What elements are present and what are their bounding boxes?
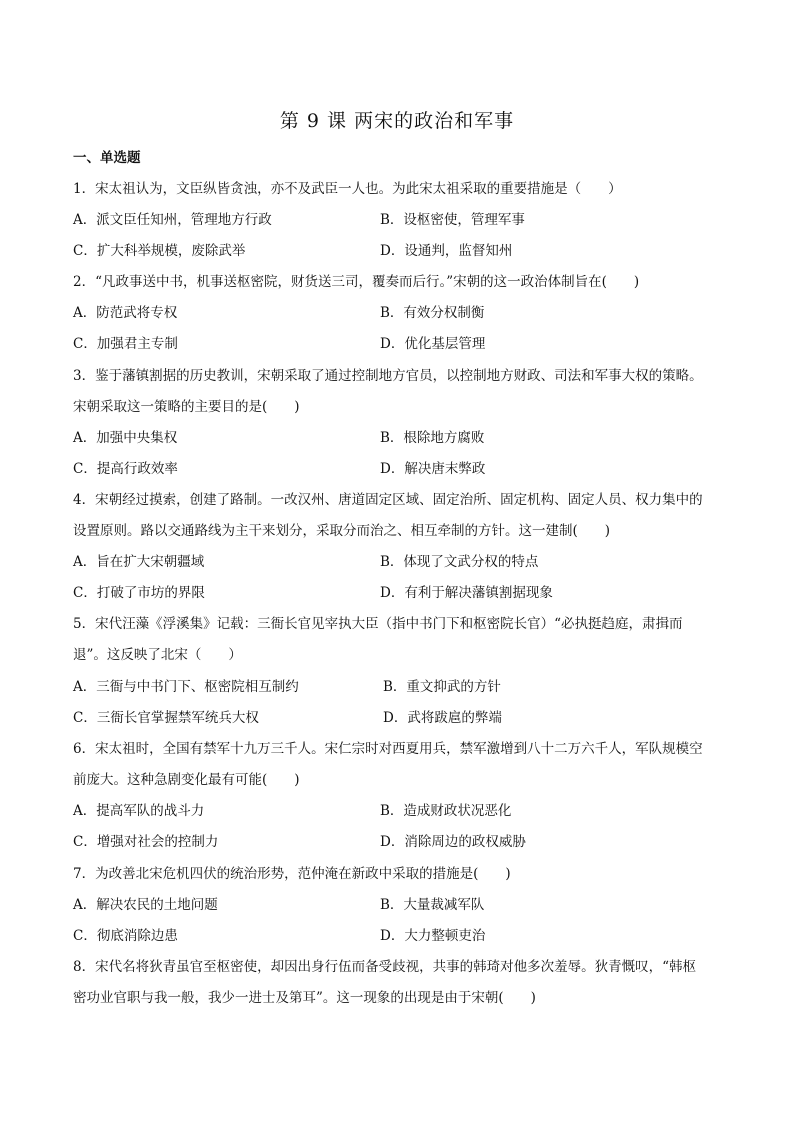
question-7-option-d: D．大力整顿吏治 (380, 928, 486, 944)
question-7-option-b: B．大量裁减军队 (380, 897, 485, 913)
question-2-option-b: B．有效分权制衡 (380, 305, 485, 321)
question-3-option-b: B．根除地方腐败 (380, 430, 485, 446)
question-7-stem: 7．为改善北宋危机四伏的统治形势，范仲淹在新政中采取的措施是( ) (73, 866, 511, 882)
question-5-option-c: C．三衙长官掌握禁军统兵大权 (73, 710, 259, 726)
question-1-option-d: D．设通判，监督知州 (380, 243, 513, 259)
question-2-option-a: A．防范武将专权 (73, 305, 178, 321)
question-2-option-d: D．优化基层管理 (380, 336, 486, 352)
question-3-stem-line-2: 宋朝采取这一策略的主要目的是( ) (73, 399, 300, 415)
section-heading: 一、单选题 (73, 150, 141, 166)
question-2-option-c: C．加强君主专制 (73, 336, 178, 352)
question-5-option-b: B．重文抑武的方针 (383, 679, 501, 695)
question-5-stem-line-2: 退”。这反映了北宋（ ） (73, 647, 242, 663)
question-3-option-d: D．解决唐末弊政 (380, 461, 486, 477)
question-6-option-b: B．造成财政状况恶化 (380, 803, 512, 819)
question-5-stem-line-1: 5．宋代汪藻《浮溪集》记载：三衙长官见宰执大臣（指中书门下和枢密院长官）“必执挺趋庭，肃揖而 (73, 616, 683, 632)
question-6-option-a: A．提高军队的战斗力 (73, 803, 205, 819)
question-4-option-c: C．打破了市坊的界限 (73, 585, 205, 601)
question-6-stem-line-2: 前庞大。这种急剧变化最有可能( ) (73, 772, 300, 788)
lesson-title: 第 9 课 两宋的政治和军事 (279, 110, 515, 132)
question-3-option-a: A．加强中央集权 (73, 430, 178, 446)
question-5-option-a: A．三衙与中书门下、枢密院相互制约 (73, 679, 299, 695)
question-3-option-c: C．提高行政效率 (73, 461, 178, 477)
question-2-stem: 2．“凡政事送中书，机事送枢密院，财货送三司，覆奏而后行。”宋朝的这一政治体制旨在( ) (73, 274, 640, 290)
question-1-option-b: B．设枢密使，管理军事 (380, 212, 525, 228)
question-3-stem-line-1: 3．鉴于藩镇割据的历史教训，宋朝采取了通过控制地方官员，以控制地方财政、司法和军事大权的策略。 (73, 368, 703, 384)
question-7-option-a: A．解决农民的土地问题 (73, 897, 218, 913)
question-6-option-d: D．消除周边的政权威胁 (380, 834, 526, 850)
question-4-stem-line-2: 设置原则。路以交通路线为主干来划分，采取分而治之、相互牵制的方针。这一建制( ) (73, 523, 611, 539)
question-8-stem-line-1: 8．宋代名将狄青虽官至枢密使，却因出身行伍而备受歧视，共事的韩琦对他多次羞辱。狄青慨叹，“韩枢 (73, 959, 696, 975)
question-1-option-a: A．派文臣任知州，管理地方行政 (73, 212, 272, 228)
question-6-stem-line-1: 6．宋太祖时，全国有禁军十九万三千人。宋仁宗时对西夏用兵，禁军激增到八十二万六千人，军队规模空 (73, 741, 703, 757)
question-5-option-d: D．武将跋扈的弊端 (383, 710, 502, 726)
question-1-stem: 1．宋太祖认为，文臣纵皆贪浊，亦不及武臣一人也。为此宋太祖采取的重要措施是（ ） (73, 181, 622, 197)
question-1-option-c: C．扩大科举规模，废除武举 (73, 243, 246, 259)
question-4-option-d: D．有利于解决藩镇割据现象 (380, 585, 553, 601)
question-8-stem-line-2: 密功业官职与我一般，我少一进士及第耳”。这一现象的出现是由于宋朝( ) (73, 990, 536, 1006)
question-4-option-b: B．体现了文武分权的特点 (380, 554, 539, 570)
question-4-stem-line-1: 4．宋朝经过摸索，创建了路制。一改汉州、唐道固定区域、固定治所、固定机构、固定人员、权力集中的 (73, 492, 703, 508)
question-7-option-c: C．彻底消除边患 (73, 928, 178, 944)
question-4-option-a: A．旨在扩大宋朝疆域 (73, 554, 205, 570)
question-6-option-c: C．增强对社会的控制力 (73, 834, 219, 850)
